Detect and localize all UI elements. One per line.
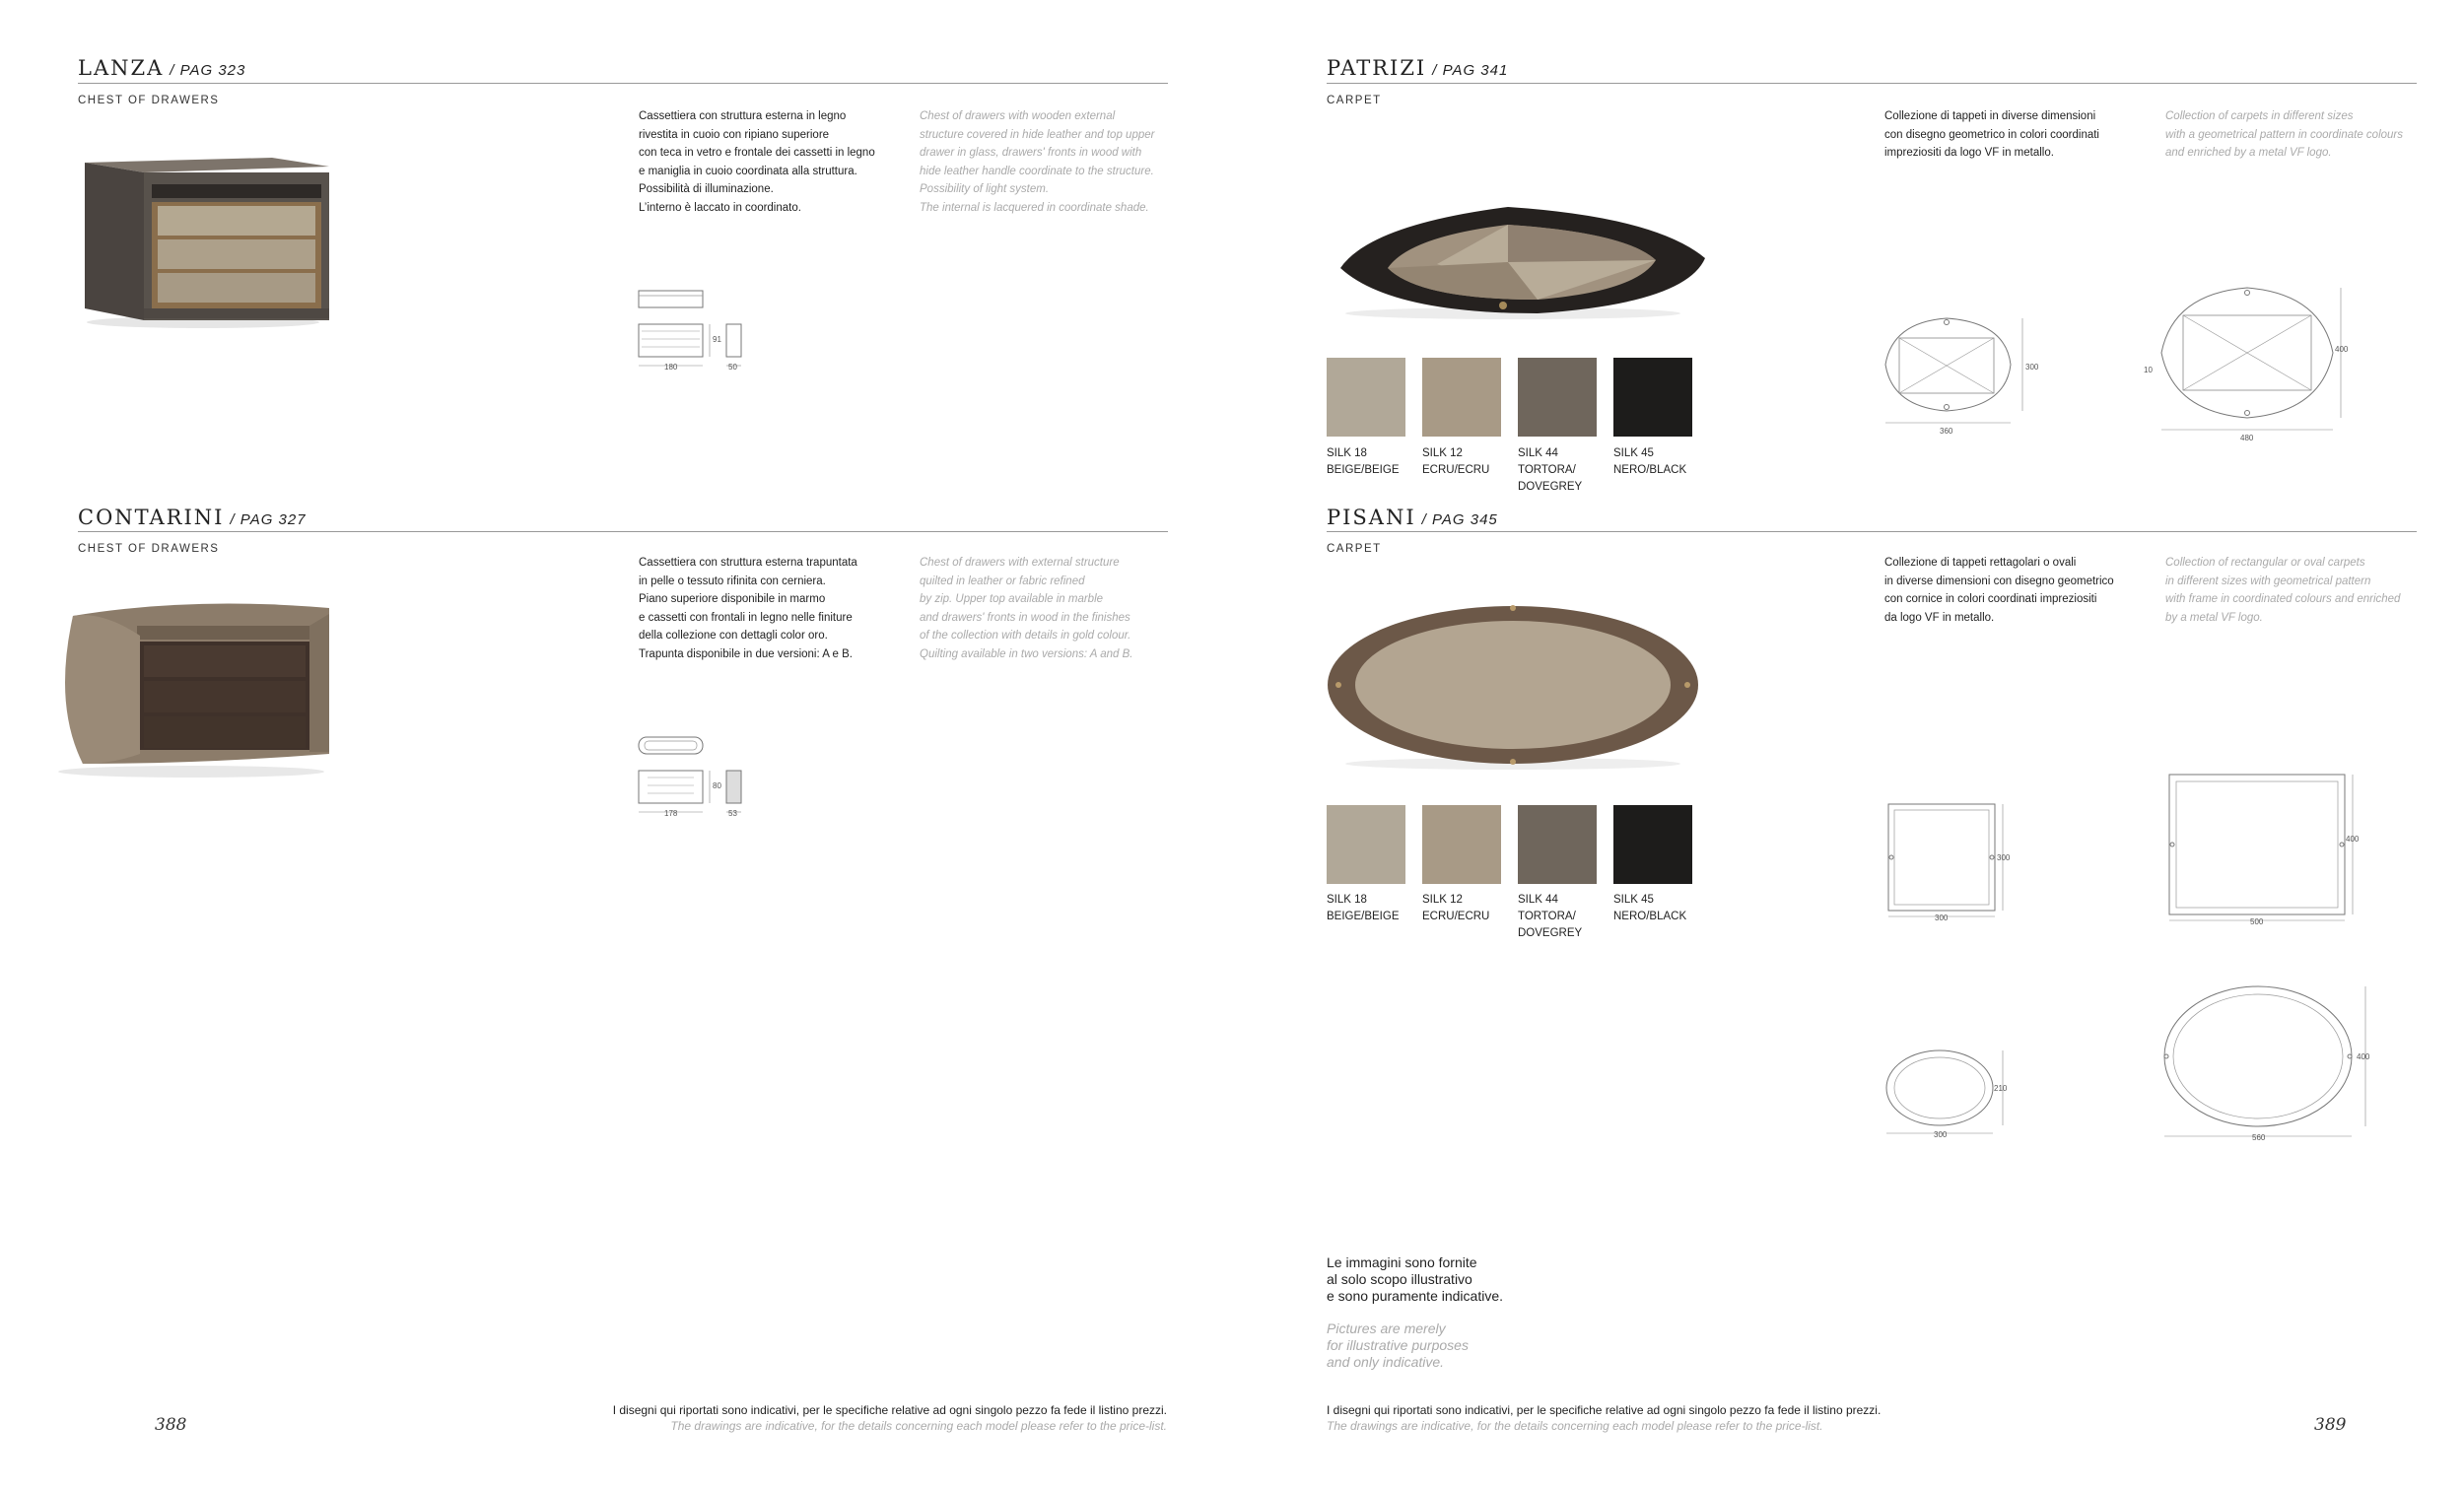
patrizi-divider bbox=[1327, 83, 2417, 84]
right-footer-en: The drawings are indicative, for the details concerning each model please refer to the price-list. bbox=[1327, 1419, 1823, 1433]
pisani-rect-small-dim-height: 300 bbox=[1997, 853, 2011, 862]
pisani-description-en: Collection of rectangular or oval carpets in different sizes with geometrical pattern with frame in coordinated colours and enriched by a metal VF logo. bbox=[2165, 557, 2401, 624]
contarini-dim-depth: 53 bbox=[728, 809, 737, 818]
contarini-description-en: Chest of drawers with external structure quilted in leather or fabric refined by zip. Upper top available in marble and drawers' fronts in wood in the finishes of the collection with details in gold colour. Quilting available in two versions: A and B. bbox=[920, 557, 1133, 660]
pisani-technical-drawing-rect-small bbox=[1882, 798, 2020, 926]
swatch-label-silk-18: SILK 18 BEIGE/BEIGE bbox=[1327, 894, 1400, 922]
right-page-number: 389 bbox=[2314, 1415, 2347, 1435]
pisani-oval-large-dim-width: 560 bbox=[2252, 1133, 2266, 1142]
lanza-description-en: Chest of drawers with wooden external structure covered in hide leather and top upper drawer in glass, drawers' fronts in wood with hide leather handle coordinate to the structure. Possibility of light system. The internal is lacquered in coordinate shade. bbox=[920, 110, 1155, 214]
pisani-oval-small-dim-width: 300 bbox=[1934, 1130, 1948, 1139]
swatch-label-silk-12: SILK 12 ECRU/ECRU bbox=[1422, 894, 1490, 922]
pisani-rect-large-dim-height: 400 bbox=[2346, 835, 2360, 844]
disclaimer-note-en: Pictures are merely for illustrative purposes and only indicative. bbox=[1327, 1320, 1469, 1370]
swatch-silk-45 bbox=[1613, 358, 1692, 437]
left-page-number: 388 bbox=[155, 1415, 187, 1435]
lanza-dim-width: 180 bbox=[664, 363, 678, 372]
lanza-page-ref: / PAG 323 bbox=[170, 62, 246, 79]
patrizi-description-it: Collezione di tappeti in diverse dimensioni con disegno geometrico in colori coordinati impreziositi da logo VF in metallo. bbox=[1884, 110, 2099, 159]
patrizi-large-dim-height: 400 bbox=[2335, 345, 2349, 354]
pisani-divider bbox=[1327, 531, 2417, 532]
lanza-title: LANZA / PAG 323 bbox=[78, 56, 246, 80]
lanza-subtitle: CHEST OF DRAWERS bbox=[78, 95, 220, 106]
contarini-subtitle: CHEST OF DRAWERS bbox=[78, 543, 220, 555]
right-footer-it: I disegni qui riportati sono indicativi, per le specifiche relative ad ogni singolo pezzo fa fede il listino prezzi. bbox=[1327, 1403, 1882, 1417]
pisani-technical-drawing-oval-large bbox=[2158, 981, 2375, 1148]
pisani-subtitle: CARPET bbox=[1327, 543, 1382, 555]
swatch-silk-18 bbox=[1327, 358, 1405, 437]
swatch-silk-12 bbox=[1422, 805, 1501, 884]
patrizi-technical-drawing-large bbox=[2144, 276, 2351, 443]
lanza-divider bbox=[78, 83, 1168, 84]
patrizi-subtitle: CARPET bbox=[1327, 95, 1382, 106]
lanza-technical-drawing bbox=[636, 288, 754, 376]
pisani-rect-large-dim-width: 500 bbox=[2250, 917, 2264, 926]
pisani-oval-large-dim-height: 400 bbox=[2357, 1052, 2370, 1061]
contarini-page-ref: / PAG 327 bbox=[230, 511, 307, 528]
pisani-description-it: Collezione di tappeti rettagolari o ovali in diverse dimensioni con disegno geometrico con cornice in colori coordinati impreziositi da logo VF in metallo. bbox=[1884, 557, 2114, 624]
swatch-silk-44 bbox=[1518, 805, 1597, 884]
contarini-dim-height: 80 bbox=[713, 781, 721, 790]
pisani-oval-small-dim-height: 210 bbox=[1994, 1084, 2008, 1093]
patrizi-page-ref: / PAG 341 bbox=[1432, 62, 1509, 79]
pisani-title: PISANI / PAG 345 bbox=[1327, 506, 1498, 529]
lanza-product-image bbox=[75, 153, 331, 330]
contarini-product-image bbox=[43, 596, 339, 778]
pisani-page-ref: / PAG 345 bbox=[1421, 511, 1498, 528]
swatch-silk-12 bbox=[1422, 358, 1501, 437]
swatch-label-silk-44: SILK 44 TORTORA/ DOVEGREY bbox=[1518, 447, 1583, 493]
swatch-label-silk-44: SILK 44 TORTORA/ DOVEGREY bbox=[1518, 894, 1583, 939]
swatch-silk-18 bbox=[1327, 805, 1405, 884]
patrizi-description-en: Collection of carpets in different sizes with a geometrical pattern in coordinate colours and enriched by a metal VF logo. bbox=[2165, 110, 2403, 159]
lanza-description-it: Cassettiera con struttura esterna in legno rivestita in cuoio con ripiano superiore con teca in vetro e frontale dei cassetti in legno e maniglia in cuoio coordinata alla struttura. Possibilità di illuminazione. L’interno è laccato in coordinato. bbox=[639, 110, 875, 214]
patrizi-title: PATRIZI / PAG 341 bbox=[1327, 56, 1509, 80]
pisani-technical-drawing-rect-large bbox=[2163, 769, 2361, 926]
swatch-label-silk-18: SILK 18 BEIGE/BEIGE bbox=[1327, 447, 1400, 476]
pisani-technical-drawing-oval-small bbox=[1882, 1045, 2020, 1143]
left-footer-it: I disegni qui riportati sono indicativi, per le specifiche relative ad ogni singolo pezzo fa fede il listino prezzi. bbox=[612, 1403, 1167, 1417]
swatch-silk-44 bbox=[1518, 358, 1597, 437]
patrizi-carpet-image bbox=[1321, 197, 1715, 325]
swatch-label-silk-45: SILK 45 NERO/BLACK bbox=[1613, 894, 1687, 922]
swatch-silk-45 bbox=[1613, 805, 1692, 884]
swatch-label-silk-45: SILK 45 NERO/BLACK bbox=[1613, 447, 1687, 476]
patrizi-small-dim-height: 300 bbox=[2025, 363, 2039, 372]
lanza-dim-height: 91 bbox=[713, 335, 721, 344]
patrizi-large-dim-width: 480 bbox=[2240, 434, 2254, 442]
swatch-label-silk-12: SILK 12 ECRU/ECRU bbox=[1422, 447, 1490, 476]
contarini-divider bbox=[78, 531, 1168, 532]
patrizi-large-dim-extra: 10 bbox=[2144, 366, 2153, 374]
contarini-dim-width: 178 bbox=[664, 809, 678, 818]
lanza-dim-depth: 50 bbox=[728, 363, 737, 372]
patrizi-technical-drawing-small bbox=[1878, 310, 2039, 439]
patrizi-small-dim-width: 360 bbox=[1940, 427, 1953, 436]
pisani-rect-small-dim-width: 300 bbox=[1935, 914, 1949, 922]
left-footer-en: The drawings are indicative, for the details concerning each model please refer to the price-list. bbox=[670, 1419, 1167, 1433]
pisani-carpet-image bbox=[1321, 596, 1705, 774]
contarini-title: CONTARINI / PAG 327 bbox=[78, 506, 307, 529]
contarini-description-it: Cassettiera con struttura esterna trapuntata in pelle o tessuto rifinita con cerniera. Piano superiore disponibile in marmo e cassetti con frontali in legno nelle finiture della collezione con dettagli color oro. Trapunta disponibile in due versioni: A e B. bbox=[639, 557, 857, 660]
contarini-technical-drawing bbox=[636, 734, 754, 823]
disclaimer-note-it: Le immagini sono fornite al solo scopo illustrativo e sono puramente indicative. bbox=[1327, 1254, 1503, 1304]
